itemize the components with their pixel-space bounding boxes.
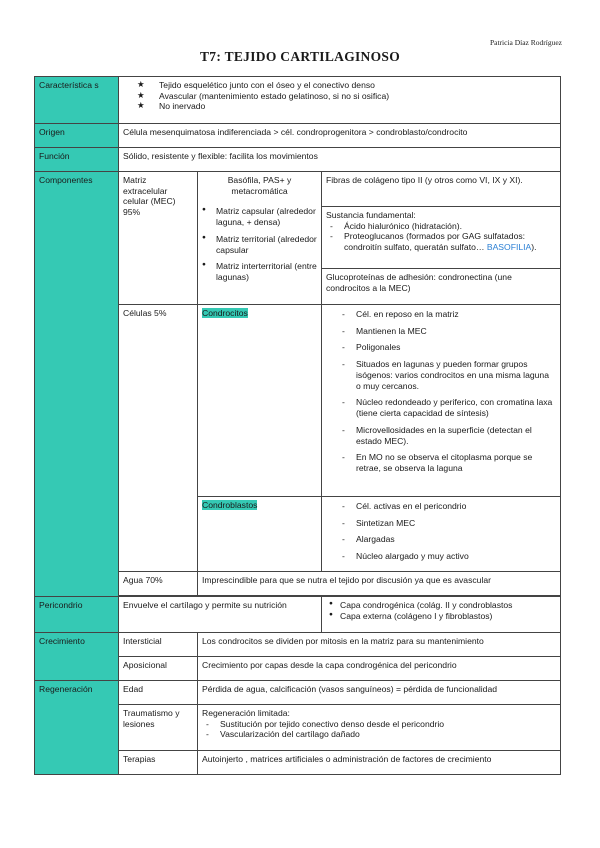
label-caracteristicas: Característica s <box>35 77 119 124</box>
condrocitos-list <box>326 309 556 474</box>
edad-text: Pérdida de agua, calcificación (vasos sanguíneos) = pérdida de funcionalidad <box>198 680 561 704</box>
list-item: - En MO no se observa el citoplasma porque se retrae, se observa la laguna <box>326 452 556 473</box>
traumatismo-label: Traumatismo y lesiones <box>119 704 198 750</box>
label-origen: Origen <box>35 124 119 148</box>
list-item <box>326 231 556 252</box>
agua-label: Agua 70% <box>119 571 198 595</box>
label-componentes: Componentes <box>35 172 119 597</box>
row-intersticial <box>35 632 561 656</box>
funcion-text: Sólido, resistente y flexible: facilita los movimientos <box>119 148 561 172</box>
label-crecimiento: Crecimiento <box>35 632 119 680</box>
list-item: - Cél. activas en el pericondrio <box>326 501 556 512</box>
list-item: ● Capa condrogénica (colág. II y condroblastos <box>326 600 556 611</box>
caracteristicas-cell <box>119 77 561 124</box>
list-item: - Núcleo redondeado y periferico, con cromatina laxa (tiene cierta capacidad de síntesis) <box>326 397 556 418</box>
list-item: ● Matriz territorial (alrededor capsular <box>202 234 317 255</box>
list-item: - Núcleo alargado y muy activo <box>326 551 556 562</box>
list-item: ● Capa externa (colágeno I y fibroblastos) <box>326 611 556 622</box>
author-name: Patricia Díaz Rodríguez <box>489 38 562 47</box>
list-item: - Sustitución por tejido conectivo denso desde el pericondrio <box>202 719 556 730</box>
list-item: ● Matriz interterritorial (entre lagunas) <box>202 261 317 282</box>
row-origen <box>35 124 561 148</box>
sustancia-title: Sustancia fundamental: <box>326 210 416 220</box>
label-pericondrio: Pericondrio <box>35 596 119 632</box>
row-edad <box>35 680 561 704</box>
sustancia-cell <box>322 207 561 269</box>
list-item: - Alargadas <box>326 534 556 545</box>
pericondrio-layers-cell <box>322 596 561 632</box>
condroblastos-name: Condroblastos <box>202 500 258 510</box>
label-funcion: Función <box>35 148 119 172</box>
label-regeneracion: Regeneración <box>35 680 119 774</box>
condrocitos-name-cell <box>198 305 322 497</box>
glucoproteinas-text: Glucoproteínas de adhesión: condronectina (une condrocitos a la MEC) <box>322 269 561 305</box>
list-item: ★ No inervado <box>137 101 556 112</box>
terapias-label: Terapias <box>119 750 198 774</box>
proteoglucanos-end: ). <box>531 242 537 253</box>
list-item: - Sintetizan MEC <box>326 518 556 529</box>
pericondrio-layers-list <box>326 600 556 621</box>
matriz-label: Matriz extracelular celular (MEC) 95% <box>119 172 198 305</box>
condroblastos-cell <box>322 497 561 572</box>
condroblastos-list <box>326 501 556 562</box>
list-item: ★ Tejido esquelético junto con el óseo y el conectivo denso <box>137 80 556 91</box>
basofilia-highlight: BASOFILIA <box>486 242 532 253</box>
traumatismo-cell <box>198 704 561 750</box>
condrocitos-name: Condrocitos <box>202 308 248 318</box>
agua-text: Imprescindible para que se nutra el tejido por discusión ya que es avascular <box>198 571 561 595</box>
traumatismo-title: Regeneración limitada: <box>202 707 290 718</box>
list-item: ★ Avascular (mantenimiento estado gelatinoso, si no si osifica) <box>137 91 556 102</box>
intersticial-text: Los condrocitos se dividen por mitosis en la matriz para su mantenimiento <box>198 632 561 656</box>
aposicional-label: Aposicional <box>119 656 198 680</box>
row-componentes-fibras <box>35 172 561 207</box>
row-funcion <box>35 148 561 172</box>
row-pericondrio <box>35 596 561 632</box>
list-item: - Microvellosidades en la superficie (detectan el estado MEC). <box>326 425 556 446</box>
list-item: ● Matriz capsular (alrededor laguna, + densa) <box>202 206 317 227</box>
condrocitos-cell <box>322 305 561 497</box>
page-title: T7: TEJIDO CARTILAGINOSO <box>199 49 401 64</box>
fibras-text: Fibras de colágeno tipo II (y otros como VI, IX y XI). <box>322 172 561 207</box>
list-item: - Mantienen la MEC <box>326 326 556 337</box>
intersticial-label: Intersticial <box>119 632 198 656</box>
caracteristicas-list <box>123 80 556 112</box>
traumatismo-list <box>202 719 556 740</box>
matriz-regions-list <box>202 206 317 282</box>
summary-table <box>34 76 561 775</box>
aposicional-text: Crecimiento por capas desde la capa condrogénica del pericondrio <box>198 656 561 680</box>
sustancia-list <box>326 221 556 253</box>
terapias-text: Autoinjerto , matrices artificiales o administración de factores de crecimiento <box>198 750 561 774</box>
list-item: - Ácido hialurónico (hidratación). <box>326 221 556 232</box>
pericondrio-text: Envuelve el cartílago y permite su nutrición <box>119 596 322 632</box>
matriz-stain: Basófila, PAS+ y metacromática <box>227 175 292 196</box>
edad-label: Edad <box>119 680 198 704</box>
list-item: - Cél. en reposo en la matriz <box>326 309 556 320</box>
celulas-label: Células 5% <box>119 305 198 572</box>
row-caracteristicas <box>35 77 561 124</box>
origen-text: Célula mesenquimatosa indiferenciada > cél. condroprogenitora > condroblasto/condrocito <box>119 124 561 148</box>
matriz-description <box>198 172 322 305</box>
list-item: - Vascularización del cartílago dañado <box>202 729 556 740</box>
condroblastos-name-cell <box>198 497 322 572</box>
list-item: - Situados en lagunas y pueden formar grupos isógenos: varios condrocitos en una misma laguna o muy cercanos. <box>326 359 556 391</box>
list-item: - Poligonales <box>326 342 556 353</box>
proteoglucanos-text: Proteoglucanos (formados por GAG sulfatados: condroitín sulfato, queratán sulfato… <box>344 231 526 253</box>
